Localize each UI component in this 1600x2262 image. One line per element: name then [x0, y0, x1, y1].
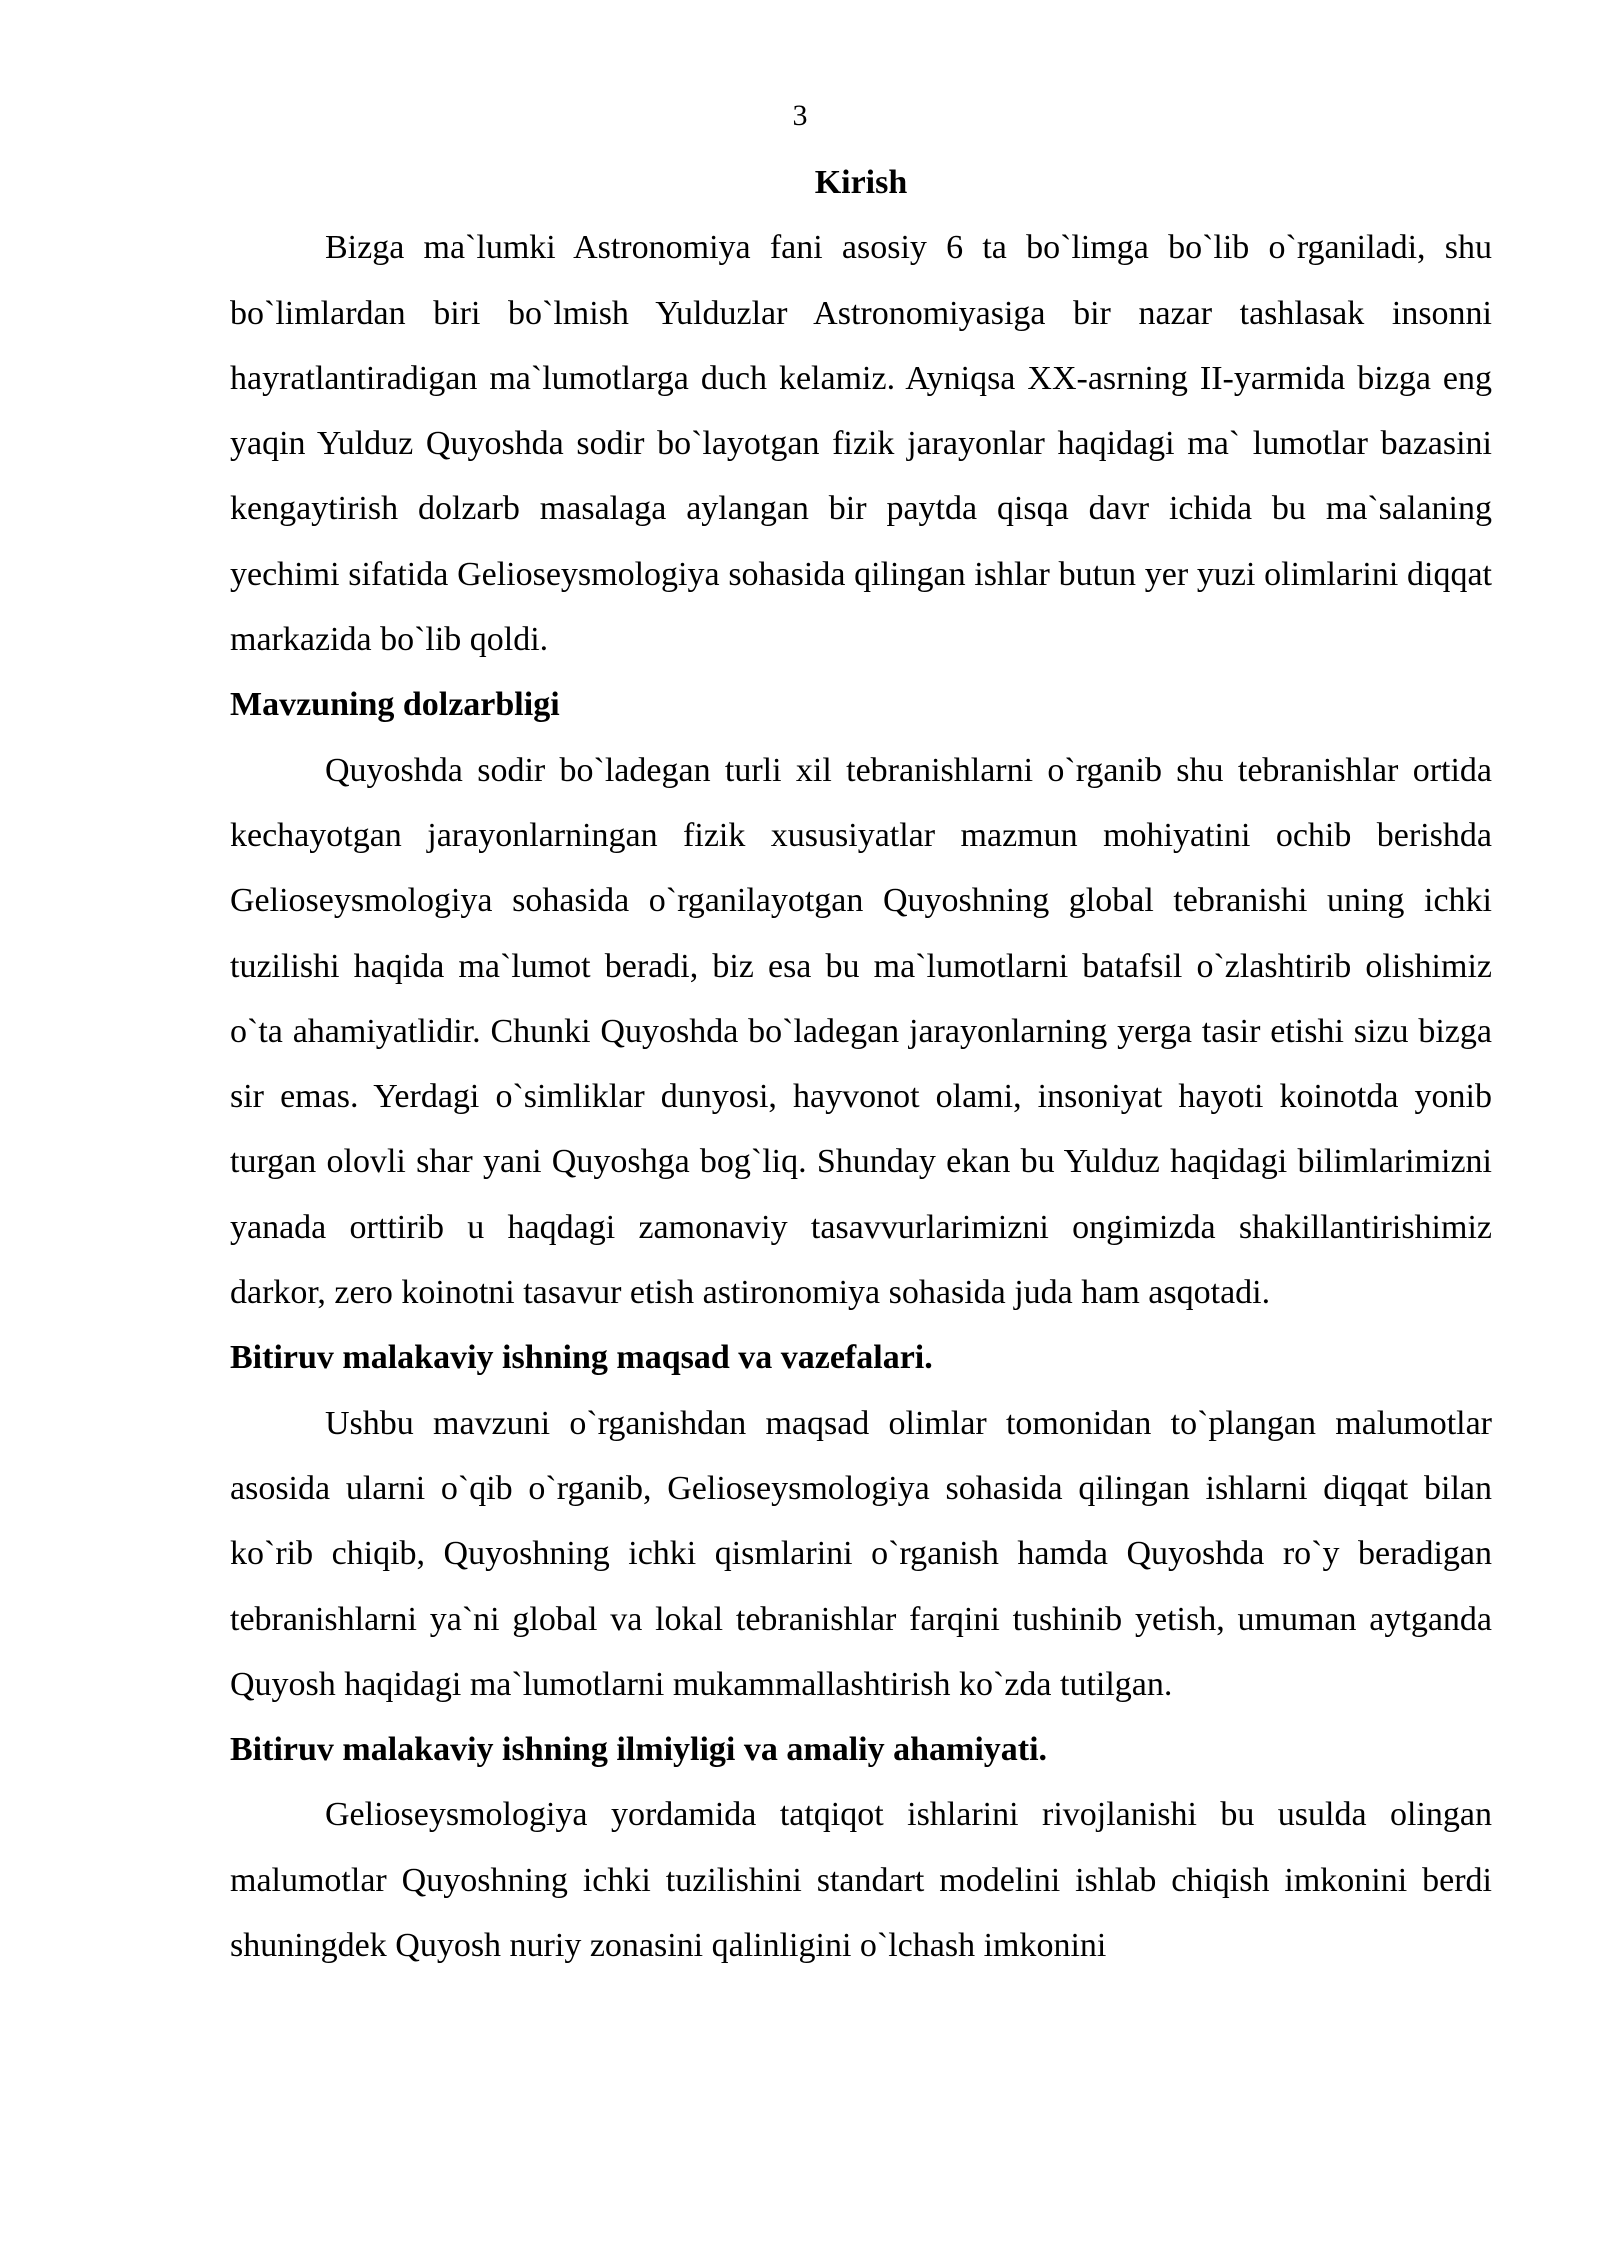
intro-paragraph: Bizga ma`lumki Astronomiya fani asosiy 6 ta bo`limga bo`lib o`rganiladi, shu bo`limlardan biri bo`lmish Yulduzlar Astronomiyasiga bir nazar tashlasak insonni hayratlantiradigan ma`lumotlarga duch kelamiz. Ayniqsa XX-asrning II-yarmida bizga eng yaqin Yulduz Quyoshda sodir bo`layotgan fizik jarayonlar haqidagi ma` lumotlar bazasini kengaytirish dolzarb masalaga aylangan bir paytda qisqa davr ichida bu ma`salaning yechimi sifatida Gelioseysmologiya sohasida qilingan ishlar butun yer yuzi olimlarini diqqat markazida bo`lib qoldi. [230, 229, 1492, 659]
page-title: Kirish [814, 164, 908, 201]
significance-heading: Bitiruv malakaviy ishning ilmiyligi va amaliy ahamiyati. [230, 1731, 1048, 1769]
relevance-heading: Mavzuning dolzarbligi [230, 686, 560, 724]
goals-heading: Bitiruv malakaviy ishning maqsad va vazefalari. [230, 1339, 933, 1377]
significance-paragraph: Gelioseysmologiya yordamida tatqiqot ishlarini rivojlanishi bu usulda olingan malumotlar Quyoshning ichki tuzilishini standart modelini ishlab chiqish imkonini berdi shuningdek Quyosh nuriy zonasini qalinligini o`lchash imkonini [230, 1796, 1492, 1965]
page-content [230, 150, 1492, 1978]
page-number: 3 [792, 99, 808, 132]
relevance-paragraph: Quyoshda sodir bo`ladegan turli xil tebranishlarni o`rganib shu tebranishlar ortida kechayotgan jarayonlarningan fizik xususiyatlar mazmun mohiyatini ochib berishda Gelioseysmologiya sohasida o`rganilayotgan Quyoshning global tebranishi uning ichki tuzilishi haqida ma`lumot beradi, biz esa bu ma`lumotlarni batafsil o`zlashtirib olishimiz o`ta ahamiyatlidir. Chunki Quyoshda bo`ladegan jarayonlarning yerga tasir etishi sizu bizga sir emas. Yerdagi o`simliklar dunyosi, hayvonot olami, insoniyat hayoti koinotda yonib turgan olovli shar yani Quyoshga bog`liq. Shunday ekan bu Yulduz haqidagi bilimlarimizni yanada orttirib u haqdagi zamonaviy tasavvurlarimizni ongimizda shakillantirishimiz darkor, zero koinotni tasavur etish astironomiya sohasida juda ham asqotadi. [230, 751, 1492, 1312]
goals-paragraph: Ushbu mavzuni o`rganishdan maqsad olimlar tomonidan to`plangan malumotlar asosida ularni o`qib o`rganib, Gelioseysmologiya sohasida qilingan ishlarni diqqat bilan ko`rib chiqib, Quyoshning ichki qismlarini o`rganish hamda Quyoshda ro`y beradigan tebranishlarni ya`ni global va lokal tebranishlar farqini tushinib yetish, umuman aytganda Quyosh haqidagi ma`lumotlarni mukammallashtirish ko`zda tutilgan. [230, 1404, 1492, 1703]
